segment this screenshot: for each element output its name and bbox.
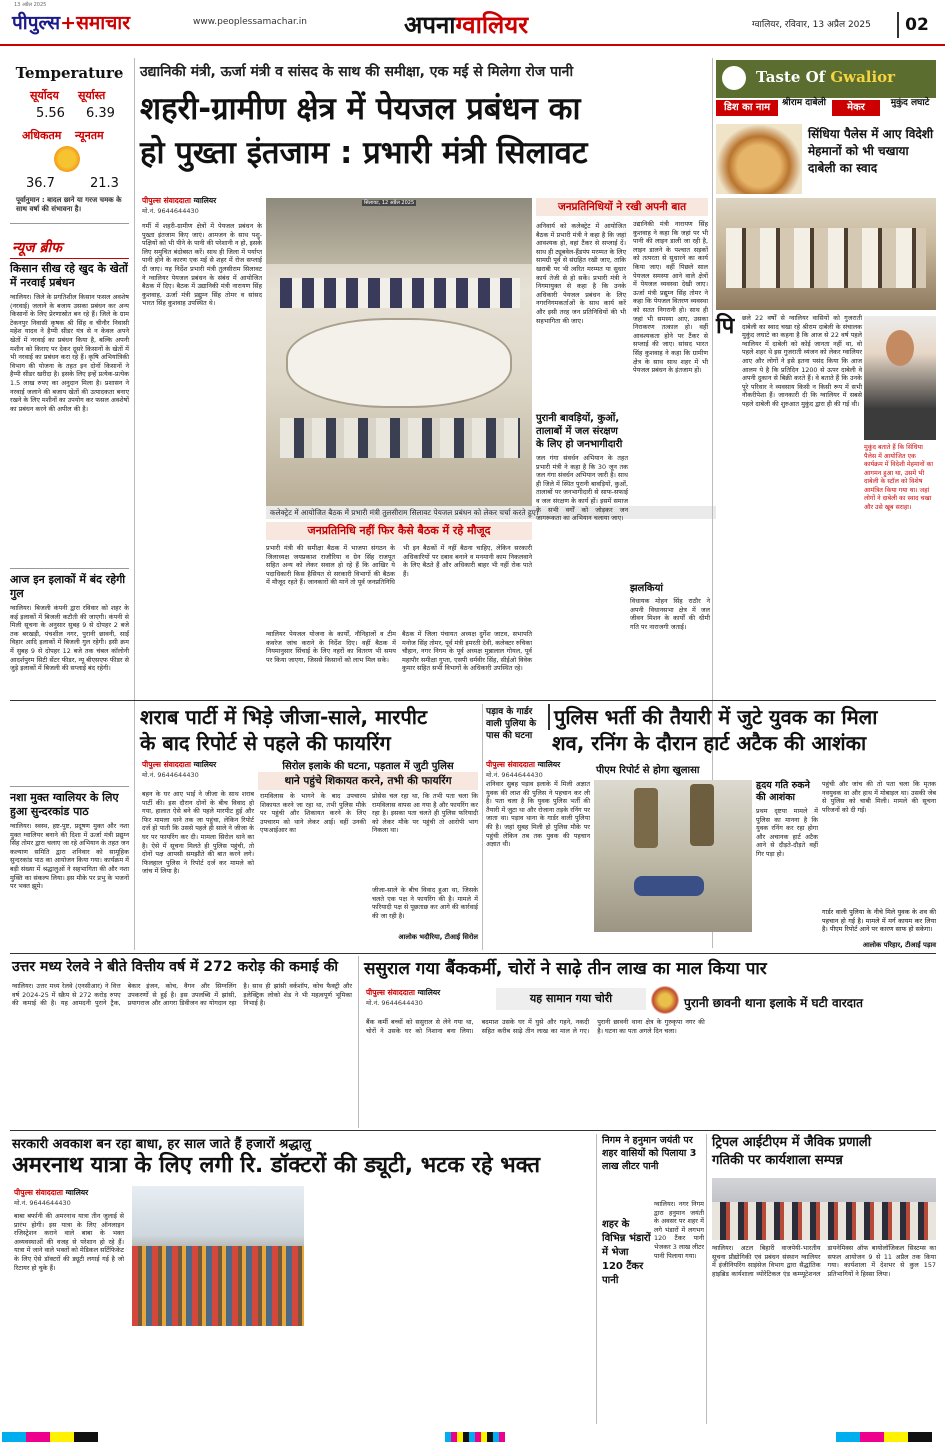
fight-deck-1: सिरोल इलाके की घटना, पड़ताल में जुटी पुलिस [282,761,454,772]
lead-sub1-body: प्रभारी मंत्री की समीक्षा बैठक में भाजपा संगठन के जिलाध्यक्ष जयप्रकाश राजौरिया व ग्रेन सिंह राजपूत सहित अन्य को लेकर सवाल हो रहे हैं कि आखिर ये पदाधिकारी किस हैसियत से सरकारी विभागों की बैठक में मौजूद रहते हैं। जानकारों की मानें तो पूर्व जनप्रतिनिधि भी इन बैठकों में नहीं बैठना चाहिए, लेकिन सरकारी अधिकारियों पर दबाव बनाने व मनमानी काम निकलवाने के लिए बैठते हैं और अधिकारी बाहर भी नहीं रोक पाते हैं। [266,544,532,587]
weather-box [10,62,129,224]
theft-headline: ससुराल गया बैंककर्मी, चोरों ने साढ़े तीन लाख का माल किया पार [364,959,767,979]
newsbrief-label: न्यूज ब्रीफ [12,240,62,256]
theft-byline-city: ग्वालियर [417,988,441,997]
theft-body: बैंक कर्मी बच्चों को ससुराल से लेने गया था, चोरों ने उसके घर को निशाना बना लिया। बदमाश उसके घर में घुसे और गहने, नकदी सहित करीब साढ़े तीन लाख का माल ले गए। पुरानी छावनी थाना क्षेत्र के गुरुकृपा नगर की है। घटना का पता अगले दिन चला। [366,1018,705,1035]
lead-photo-caption: कलेक्ट्रेट में आयोजित बैठक में प्रभारी मंत्री तुलसीराम सिलावट पेयजल प्रबंधन को लेकर चर्चा करते हुए। [266,506,716,519]
lead-box-1-head: जनप्रतिनिधियों ने रखी अपनी बात [536,198,708,216]
fight-byline [142,760,252,779]
taste-body: छले 22 वर्षों से ग्वालियर वासियों को गुजराती दाबेली का स्वाद चखा रहे श्रीराम दाबेली के संचालक मुकुंद लघाटे का कहना है कि आज से 22 वर्ष पहले ग्वालियर में दाबेली को कोई जानता नहीं था, वो पहले शहर थे इस गुजराती व्यंजन को लेकर ग्वालियर आए और लोगों ने इसे इतना पसंद किया कि आज आलम ये है कि प्रतिदिन 1200 से ऊपर दाबेली वे अपनी दुकान से बिक्री करते हैं। वे बताते हैं कि उनके पूरे परिवार ने व्यवसाय किसी न किसी रूप में सभी नौकरीपेशा हैं। जानकारी दी कि ग्वालियर में सबसे पहले दाबेली की शुरुआत मुकुंद द्वारा ही की गई थी। [742,314,862,408]
taste-title [756,68,895,86]
hanuman-headline: निगम ने हनुमान जयंती पर शहर वासियों को पिलाया 3 लाख लीटर पानी [602,1135,697,1172]
iiitm-headline-1: ट्रिपल आईटीएम में जैविक प्रणाली [712,1135,872,1150]
masthead-url[interactable]: www.peoplessamachar.in [193,17,307,27]
fight-body-4 [260,888,366,948]
lead-photo [266,198,532,506]
sunset-value: 6.39 [86,106,115,121]
forecast-text: पूर्वानुमान : बादल छाने या गरज चमक के साथ वर्षा की संभावना है। [16,196,122,213]
lead-byline-city: ग्वालियर [193,196,217,205]
lead-headline-2: हो पुख्ता इंतजाम : प्रभारी मंत्री सिलावट [140,135,588,171]
lead-headline-1: शहरी-ग्रामीण क्षेत्र में पेयजल प्रबंधन का [140,91,581,127]
taste-title-a: Taste Of [756,68,826,86]
police-body-1: शनिवार सुबह पड़ाव इलाके में मिली अज्ञात युवक की लाश की पुलिस ने पहचान कर ली है। पता चला है कि युवक पुलिस भर्ती की तैयारी में जुटा था और रोजाना तड़के रनिंग पर जाता था। पड़ाव थाना के गार्डर वाली पुलिया की है। जहां सुबह मिली हो पुलिस मौके पर पहुंची लेकिन तब तक युवक की पहचान अज्ञात थी। [486,780,590,849]
lead-box-2 [536,412,628,654]
maker-name: मुकुंद लघाटे [890,98,930,108]
dabeli-photo [716,124,802,194]
theft-byline-mob: मो.नं. 9644644430 [366,999,423,1007]
theft-byline-name: पीपुल्स संवाददाता [366,988,415,997]
max-value: 36.7 [26,176,55,191]
amarnath-kicker: सरकारी अवकाश बन रहा बाधा, हर साल जाते हैं हजारों श्रद्धालु [12,1137,311,1152]
brief-2 [10,573,129,779]
police-caption [822,908,936,949]
lead-subhead-1: जनप्रतिनिधि नहीं फिर कैसे बैठक में रहे मौजूद [266,522,532,540]
amarnath-byline-name: पीपुल्स संवाददाता [14,1188,63,1197]
railway-headline: उत्तर मध्य रेलवे ने बीते वित्तीय वर्ष में 272 करोड़ की कमाई की [12,959,338,975]
masthead-dateline: ग्वालियर, रविवार, 13 अप्रैल 2025 [752,20,871,30]
lead-kicker: उद्यानिकी मंत्री, ऊर्जा मंत्री व सांसद के साथ की समीक्षा, एक मई से मिलेगा रोज पानी [140,64,574,80]
sunrise-label: सूर्योदय [30,89,59,102]
min-label: न्यूनतम [75,129,104,142]
dish-label: डिश का नाम [716,100,778,116]
police-box-head: हृदय गति रुकने की आशंका [756,780,810,803]
iiitm-headline-2: गतिकी पर कार्यशाला सम्पन्न [712,1153,843,1168]
meeting-table [286,318,512,408]
mukund-photo [864,316,936,440]
min-value: 21.3 [90,176,119,191]
theft-items-label: यह सामान गया चोरी [496,988,646,1010]
fight-byline-name: पीपुल्स संवाददाता [142,760,191,769]
brand-logo [12,9,130,35]
police-box [756,780,818,919]
brief-2-head: आज इन इलाकों में बंद रहेगी गुल [10,573,126,600]
lead-body-3: ग्वालियर पेयजल योजना के कार्यों, नौनिहालों व टीम कवरेज जांच कराने के निर्देश दिए। वहीं बैठक में नियमानुसार सिंचाई के लिए नहरों का वितरण भी समय पर किया जाएगा, जिससे किसानों को लाभ मिल सके। [266,630,396,664]
fight-body-2: रामविलास के भागने के बाद उपचारम शिकायत करने जा रहा था, तभी पुलिस मौके पर पहुंची और शिकायत करने के लिए उपचारम को थाने लेकर आई। वहीं उनकी एफआईआर का [260,792,366,835]
taste-header [716,60,936,98]
max-label: अधिकतम [22,129,62,142]
lead-body-4: बैठक में जिला पंचायत अध्यक्ष दुर्गेश जाटव, सभापति मनोज सिंह तोमर, पूर्व मंत्री इमरती देवी, कलेक्टर रुचिका चौहान, नगर निगम के पूर्व अध्यक्ष मुन्नालाल गोयल, पूर्व महापौर समीक्षा गुप्ता, एसपी धर्मवीर सिंह, सीईओ विवेक कुमार सहित सभी विभागों के अधिकारी उपस्थित रहे। [402,630,532,673]
police-deck: पड़ाव के गार्डर वाली पुलिया के पास की घटना [486,707,537,741]
brand-name-a: पीपुल्स [12,12,61,34]
taste-title-b: Gwalior [830,68,896,86]
lead-byline-mob: मो.नं. 9644644430 [142,207,199,215]
lead-byline-name: पीपुल्स संवाददाता [142,196,191,205]
amarnath-byline-city: ग्वालियर [65,1188,89,1197]
lead-box-2-head: पुरानी बावड़ियों, कुओं, तालाबों में जल संरक्षण के लिए हो जनभागीदारी [536,413,623,450]
hanuman-label: शहर के विभिन्न भंडारों में भेजा 120 टैंकर पानी [602,1219,651,1286]
brief-3-body: ग्वालियर। स्वस्थ, हष्ट-पुष्ट, प्रदूषण मुक्त और नशा मुक्त ग्वालियर बनाने की दिशा में ऊर्जा मंत्री प्रद्युम्न सिंह तोमर द्वारा चलाए जा रहे अभियान के तहत जन कल्याण समिति द्वारा शनिवार को सामूहिक सुन्दरकांड पाठ का आयोजन किया गया। कार्यक्रम में बड़ी संख्या में श्रद्धालुओं ने सहभागिता की और नशा मुक्ति का संकल्प लिया। इस मौके पर प्रभु के भजनों पर भक्त झूमे। [10,822,129,891]
brand-name-b: समाचार [76,12,130,34]
lead-box-3-head: झलकियां [630,583,663,594]
fight-byline-mob: मो.नं. 9644644430 [142,771,199,779]
police-body-3 [594,934,752,950]
police-caption-by: आलोक परिहार, टीआई पड़ाव [862,941,936,949]
taste-quote: मुकुंद बताते हैं कि सिंधिया पैलेस में आयोजित एक कार्यक्रम में विदेशी मेहमानों का आगमन हुआ था, उसमें भी दाबेली के स्टॉल को विशेष आमंत्रित किया गया था। जहां लोगों ने दाबेली का स्वाद चखा और उसे खूब सराहा। [864,444,933,511]
police-byline-mob: मो.नं. 9644644430 [486,771,543,779]
fight-caption [372,886,478,941]
police-box-body: प्रथम दृष्टया मामले में पुलिस का मानना है कि युवक रनिंग कर रहा होगा और अचानक हार्ट अटैक आने से दौड़ते-दौड़ते वहीं गिर पड़ा हो। [756,807,818,858]
iiitm-body: ग्वालियर। अटल बिहारी वाजपेयी-भारतीय सूचना प्रौद्योगिकी एवं प्रबंधन संस्थान ग्वालियर में इंजीनियरिंग साइंसेज विभाग द्वारा सैद्धांतिक हाइब्रिड कार्यशाला थ्योरेटिकल एंड कम्प्यूटेशनल डायनेमिक्स ऑफ बायोलॉजिकल सिस्टम्स का सफल आयोजन 9 से 11 अप्रैल तक किया गया। कार्यशाला में देशभर से कुल 157 प्रतिभागियों ने हिस्सा लिया। [712,1244,936,1278]
fight-body-1: बहन के घर आए भाई ने जीजा के साथ शराब पार्टी की। इस दौरान दोनों के बीच विवाद हो गया, हालात ऐसे बने की पहले मारपीट हुई और फिर मामला थाने तक जा पहुंचा, लेकिन रिपोर्ट दर्ज हो पाती कि उससे पहले ही साले ने जीजा के घर पर फायरिंग कर दी। मामला सिरोल थाने का है। ऐसे में सूचना मिलते ही पुलिस पहुंची, तो दोनों पक्ष आपसी समझौते की बात करने लगे। फिलहाल पुलिस ने रिपोर्ट दर्ज कर मामले को जांच में लिया है। [142,790,254,876]
fight-caption-by: आलोक भदौरिया, टीआई सिरोल [398,933,478,941]
brief-2-body: ग्वालियर। बिजली कंपनी द्वारा रविवार को शहर के कई इलाकों में बिजली कटौती की जाएगी। कंपनी से मिली सूचना के अनुसार सुबह 9 से दोपहर 2 बजे तक बरखड़ी, पंचशील नगर, पुरानी छावनी, साईं विहार आदि इलाकों में बिजली गुल रहेगी। इसी क्रम में सुबह 9 से दोपहर 12 बजे तक चंबल कॉलोनी आदर्शपुरम सिटी सेंटर फीडर, न्यू बीएसएफ फीडर से जुड़े इलाकों में बिजली की सप्लाई बंद रहेगी। [10,604,129,673]
taste-dropcap: पि [716,314,735,339]
police-photo [594,780,752,932]
fight-headline-1: शराब पार्टी में भिड़े जीजा-साले, मारपीट [140,705,428,729]
brief-1 [10,262,129,561]
masthead [0,0,945,46]
fight-caption-text: जीजा-साले के बीच विवाद हुआ था, जिसके चलते एक पक्ष ने फायरिंग की है। मामले में फरियादी पक्ष से पूछताछ कर आगे की कार्रवाई की जा रही है। [372,886,478,920]
sunset-label: सूर्यास्त [78,89,106,102]
masthead-date-tiny: 13 अप्रैल 2025 [14,2,47,8]
color-bar-right [836,1432,936,1442]
section-title-a: अपना [404,11,456,39]
amarnath-body-3 [310,1186,490,1422]
shop-photo [716,198,936,310]
fight-deck-2: थाने पहुंचे शिकायत करने, तभी की फायरिंग [258,772,478,790]
chef-hat-icon [722,66,746,90]
fight-headline-2: के बाद रिपोर्ट से पहले की फायरिंग [140,731,391,755]
brand-sep: + [60,12,77,34]
amarnath-byline-mob: मो.नं. 9644644430 [14,1199,71,1207]
amarnath-photo [132,1186,304,1326]
lead-byline [142,196,262,215]
brief-1-body: ग्वालियर। जिले के प्रगतिशील किसान फसल अवशेष (नरवाई) जलाने के बजाय उसका प्रबंधन कर अन्य किसानों के लिए प्रेरणास्रोत बन रहे हैं। जिले के ग्राम टेकनपुर निवासी कृषक श्री सिंह व चीनौर निवासी महेश यादव ने हैप्पी सीडर यंत्र से न केवल अपने खेतों में नरवाई का प्रबंधन किया है, बल्कि अपनी मशीन को किराए पर देकर दूसरे किसानों के खेतों में भी नरवाई का प्रबंधन करा रहे हैं। कृषि अभियांत्रिकी विभाग की योजना के तहत इन दोनों किसानों ने हैप्पी सीडर खरीदा है। इसके लिए इन्हें प्रत्येक-प्रत्येक 1.5 लाख रुपए का अनुदान मिला है। प्रशासन ने नरवाई जलाने की बजाय खेतों की उत्पादकता बनाए रखने के लिए मशीनों का उपयोग कर फसल अवशेषों का प्रबंधन करने की अपील की है। [10,293,129,413]
police-byline [486,760,596,779]
hanuman-body: ग्वालियर। नगर निगम द्वारा हनुमान जयंती के अवसर पर शहर में लगे भंडारों में लगभग 120 टैंकर पानी भेजकर 3 लाख लीटर पानी पिलाया गया। [654,1200,704,1260]
amarnath-body: बाबा बर्फानी की अमरनाथ यात्रा तीन जुलाई से प्रारंभ होगी। इस यात्रा के लिए ऑनलाइन रजिस्ट्रेशन कराने वाले बाबा के भक्त अव्यवस्थाओं की वजह से परेशान हो रहे हैं। यात्रा में जाने वाले भक्तों को मेडिकल सर्टिफिकेट के लिए ऐसे डॉक्टरों की ड्यूटी लगाई गई है जो रिटायर हो चुके हैं। [14,1212,124,1272]
jewellery-icon [650,986,680,1014]
weather-title: Temperature [15,64,124,82]
lead-box-3 [630,580,710,677]
taste-body-cont [716,348,862,628]
police-headline-1: पुलिस भर्ती की तैयारी में जुटे युवक का मिला [548,704,938,730]
section-title [404,8,528,41]
lead-box-1-body: उद्यानिकी मंत्री नारायण सिंह कुशवाह ने कहा कि जहां पर भी पानी की लाइन डाली जा रही है, लाइन डालने के पश्चात सड़कों को तत्परता से सुधारने का कार्य किया जाए। वहीं पिछले साल पेयजल समस्या आने वाले क्षेत्रों में पेयजल व्यवस्था देखी जाए। ऊर्जा मंत्री प्रद्युम्न सिंह तोमर ने कहा कि पेयजल वितरण व्यवस्था को सतत निगरानी हो। साथ ही जहां भी समस्या आए, उसका निराकरण तत्काल हो। वहीं आवश्यकता होने पर टैंकर से सप्लाई की जाए। सांसद भारत सिंह कुशवाह ने कहा कि ग्रामीण क्षेत्र के साथ साथ शहर में भी पेयजल प्रबंधन के इंतजाम हो। [633,220,708,375]
photo-banner: सिलावट, 12 अप्रैल 2025 [364,200,415,206]
section-title-b: ग्वालियर [455,11,529,39]
brief-1-head: किसान सीख रहे खुद के खेतों में नरवाई प्रबंधन [10,262,128,289]
lead-body-2: अनिवार्य को कलेक्ट्रेट में आयोजित बैठक में प्रभारी मंत्री ने कहा है कि जहां आवश्यक हो, वहां टैंकर से सप्लाई दें। साथ ही ट्यूबवेल-हैंडपंप मरम्मत के लिए सामग्री पूर्व से संग्रहित रखी जाए, ताकि खराबी पर भी त्वरित मरम्मत या सुधार कार्य तेजी से हो सकें। प्रभारी मंत्री ने निगमायुक्त से कहा है कि उनके अधिकारी पेयजल प्रबंधन के लिए नगरनिगमकर्ताओं के साथ कार्य करें और इसी तरह जन प्रतिनिधियों की भी सहभागिता की जाए। [536,222,626,325]
lead-box-3-body: विधायक मोहन सिंह राठौर ने अपनी विधानसभा क्षेत्र में जल जीवन मिशन के कार्यों की धीमी गति पर नाराजगी जताई। [630,597,710,631]
taste-headline: सिंधिया पैलेस में आए विदेशी मेहमानों को भी चखाया दाबेली का स्वाद [808,127,934,175]
theft-byline [366,988,486,1007]
police-headline-2: शव, रनिंग के दौरान हार्ट अटैक की आशंका [552,731,867,755]
theft-sub: पुरानी छावनी थाना इलाके में घटी वारदात [684,996,863,1010]
page-number: 02 [897,12,935,38]
railway-body: ग्वालियर। उत्तर मध्य रेलवे (एनसीआर) ने वित्त वर्ष 2024-25 में स्क्रैप से 272 करोड़ रुपए की कमाई की है। यह आमदनी पुराने ट्रैक, बेकार इंजन, कोच, वैगन और सिग्नलिंग उपकरणों से हुई है। इस उपलब्धि में झांसी, प्रयागराज और आगरा डिवीजन का योगदान रहा है। साथ ही झांसी वर्कशॉप, कोच फैक्ट्री और इलेक्ट्रिक लोको शेड ने भी महत्वपूर्ण भूमिका निभाई है। [12,982,352,1008]
lead-body-1: गर्मी में शहरी-ग्रामीण क्षेत्रों में पेयजल प्रबंधन के पुख्ता इंतजाम किए जाएं। आमजन के साथ पशु-पक्षियों को भी पीने के पानी की परेशानी न हो, इसके लिए समुचित बंदोबस्त करें। साथ ही जिला में पर्याप्त पानी होने के कारण एक मई से शहर में रोज सप्लाई दी जाए। यह निर्देश प्रभारी मंत्री तुलसीराम सिलावट ने ग्वालियर पेयजल प्रबंधन के संबंध में आयोजित बैठक में दिए। बैठक में उद्यानिकी मंत्री नारायण सिंह कुशवाह, ऊर्जा मंत्री प्रद्युम्न सिंह तोमर व सांसद भारत सिंह कुशवाह उपस्थित थे। [142,222,262,308]
police-sub: पीएम रिपोर्ट से होगा खुलासा [596,765,700,776]
sunrise-value: 5.56 [36,106,65,121]
iiitm-photo [712,1178,936,1240]
amarnath-byline [14,1188,134,1207]
brief-3-head: नशा मुक्त ग्वालियर के लिए हुआ सुन्दरकांड पाठ [10,791,119,818]
police-body-2: पहुंची और जांच की तो पता चला कि मृतक नवयुवक था और हाथ में मोबाइल था। उसकी जेब से पुलिस को चाबी मिली। मामले की सूचना परिजनों को दी गई। [822,780,936,814]
amarnath-body-2 [132,1330,304,1422]
maker-label: मेकर [832,100,880,116]
sun-icon [54,146,80,172]
police-byline-name: पीपुल्स संवाददाता [486,760,535,769]
fight-byline-city: ग्वालियर [193,760,217,769]
dish-name: श्रीराम दाबेली [782,98,826,108]
amarnath-headline: अमरनाथ यात्रा के लिए लगी रि. डॉक्टरों की ड्यूटी, भटक रहे भक्त [12,1153,541,1178]
lead-box-2-body: जल गंगा संवर्धन अभियान के तहत प्रभारी मंत्री ने कहा है कि 30 जून तक जल गंगा संवर्धन अभियान जारी है। साथ ही जिले में स्थित पुरानी बावड़ियों, कुओं, तालाबों पर जनभागीदारी से साफ-सफाई व जल संरक्षण के कार्य हों। इसमें समाज के सभी वर्गों को जोड़कर जन जागरूकता का अभियान चलाया जाए। [536,454,628,523]
fight-body-3: प्रोसेस चल रहा था, कि तभी पता चला कि रामविलास वापस आ गया है और फायरिंग कर रहा है। इसका पता चलते ही पुलिस फरियादी को लेकर मौके पर पहुंची तो आरोपी भाग निकला था। [372,792,478,835]
color-bar-left [2,1432,122,1442]
color-bar-mid [445,1432,505,1442]
police-caption-text: गार्डर वाली पुलिया के नीचे मिले युवक के शव की पहचान हो गई है। मामले में मर्ग कायम कर लिया है। पीएम रिपोर्ट आने पर कारण साफ हो सकेगा। [822,908,936,934]
police-byline-city: ग्वालियर [537,760,561,769]
